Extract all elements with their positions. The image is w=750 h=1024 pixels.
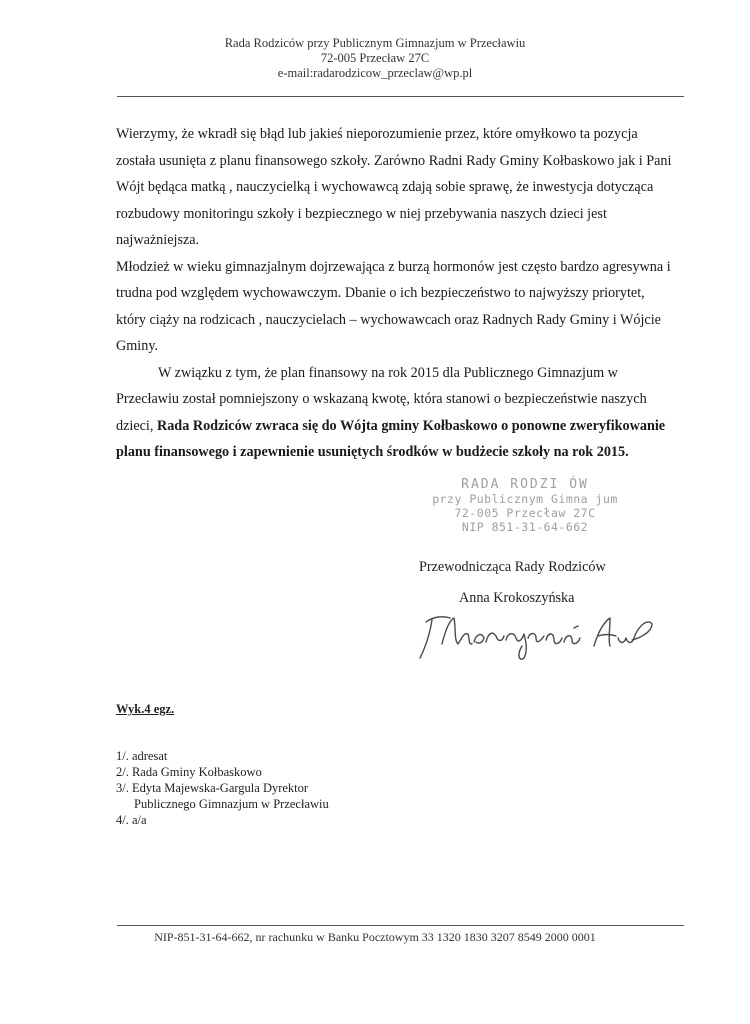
stamp-line-1: RADA RODZI ÓW [461, 477, 589, 492]
handwritten-signature [412, 598, 662, 668]
signatory-role: Przewodnicząca Rady Rodziców [419, 559, 606, 575]
distribution-item-3: 3/. Edyta Majewska-Gargula Dyrektor [116, 781, 309, 795]
paragraph-1: Wierzymy, że wkradł się błąd lub jakieś nieporozumienie przez, które omyłkowo ta pozycja została usunięta z planu finansowego szkoły. Zarówno Radni Rady Gminy Kołbaskowo jak i Pani Wójt będąca matką , nauczycielką i wychowawcą zdają sobie sprawę, że inwestycja dotycząca rozbudowy monitoringu szkoły i bezpiecznego w niej przebywania naszych dzieci jest najważniejsza. [116, 126, 672, 248]
distribution-item-2: 2/. Rada Gminy Kołbaskowo [116, 765, 262, 779]
distribution-item-1: 1/. adresat [116, 749, 168, 763]
letterhead-email: e-mail:radarodzicow_przeclaw@wp.pl [277, 66, 473, 80]
letter-body [116, 121, 676, 466]
letterhead [0, 36, 750, 81]
stamp-line-3: 72-005 Przecław 27C [454, 506, 596, 520]
letterhead-organization: Rada Rodziców przy Publicznym Gimnazjum w Przecławiu [224, 36, 526, 50]
stamp-line-4: NIP 851-31-64-662 [461, 520, 589, 534]
distribution-item-4: 4/. a/a [116, 813, 147, 827]
stamp-line-2: przy Publicznym Gimna jum [432, 492, 618, 506]
signatory-name: Anna Krokoszyńska [459, 590, 575, 606]
letterhead-address: 72-005 Przecław 27C [320, 51, 430, 65]
paragraph-3-text: W związku z tym, że plan finansowy na rok 2015 dla Publicznego Gimnazjum w Przecławiu został pomniejszony o wskazaną kwotę, która stanowi o bezpieczeństwie naszych dzieci, [116, 364, 647, 434]
header-divider [117, 96, 684, 97]
distribution-list [116, 748, 329, 828]
distribution-item-3-continued: Publicznego Gimnazjum w Przecławiu [134, 797, 329, 811]
paragraph-3 [116, 360, 676, 466]
paragraph-2: Młodzież w wieku gimnazjalnym dojrzewająca z burzą hormonów jest często bardzo agresywna i trudna pod względem wychowawczym. Dbanie o ich bezpieczeństwo to najwyższy priorytet, który ciąży na rodzicach , nauczycielach – wychowawcach oraz Radnych Rady Gminy i Wójcie Gminy. [116, 258, 671, 354]
footer-divider [117, 925, 684, 926]
paragraph-3-request: Rada Rodziców zwraca się do Wójta gminy Kołbaskowo o ponowne zweryfikowanie planu finansowego i zapewnienie usuniętych środków w budżecie szkoły na rok 2015. [116, 417, 666, 460]
organization-stamp [420, 478, 630, 534]
copies-label: Wyk.4 egz. [116, 702, 175, 716]
footer-bank-details: NIP-851-31-64-662, nr rachunku w Banku Pocztowym 33 1320 1830 3207 8549 2000 0001 [154, 930, 596, 944]
